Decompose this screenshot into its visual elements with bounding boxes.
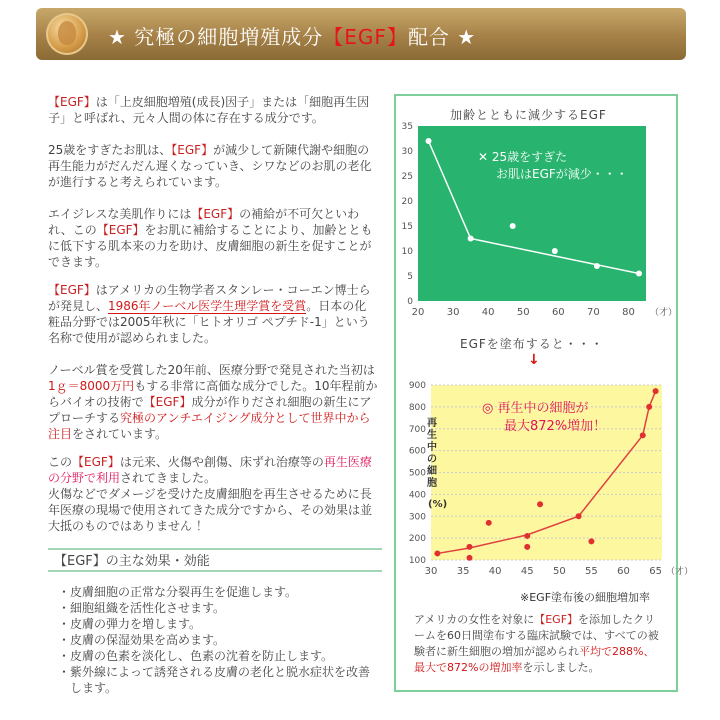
x-tick-label: 40 xyxy=(488,566,502,577)
chart2-annotation-line1: ◎ 再生中の細胞が xyxy=(482,401,589,416)
y-tick-label: 900 xyxy=(408,381,426,391)
y-tick-label: 800 xyxy=(408,402,426,413)
chart2-xlabel: ※EGF塗布後の細胞増加率 xyxy=(520,591,651,604)
x-tick-label: 20 xyxy=(411,307,425,318)
list-item: ・紫外線によって誘発される皮膚の老化と脱水症状を改善します。 xyxy=(58,665,371,695)
data-point xyxy=(646,404,652,410)
chart2-yunit: (%) xyxy=(428,499,448,510)
intro-paragraph-5: ノーベル賞を受賞した20年前、医療分野で発見された当初は1ｇ＝8000万円もする非常に高価な成分でした。10年程前からバイオの技術で【EGF】成分が作りだされ細胞の新生にアプローチする究極のアンチエイジング成分として世界中から注目をされています。 xyxy=(48,363,378,441)
chart1-title: 加齢とともに減少するEGF xyxy=(450,108,607,122)
y-tick-label: 100 xyxy=(408,556,426,566)
y-tick-label: 10 xyxy=(401,247,413,257)
x-tick-label: 60 xyxy=(551,307,565,318)
y-tick-label: 15 xyxy=(401,222,413,232)
y-tick-label: 5 xyxy=(407,272,413,282)
data-point xyxy=(486,520,492,526)
y-tick-label: 300 xyxy=(408,512,426,523)
data-point xyxy=(524,544,530,550)
data-point xyxy=(524,533,530,539)
x-tick-label: 50 xyxy=(516,307,530,318)
list-item: ・皮膚の色素を淡化し、色素の沈着を防止します。 xyxy=(58,649,334,663)
data-point xyxy=(467,544,473,550)
y-tick-label: 20 xyxy=(401,197,413,207)
x-tick-label: 30 xyxy=(424,566,438,577)
x-tick-label: 30 xyxy=(446,307,460,318)
x-tick-label: 35 xyxy=(456,566,470,577)
data-point xyxy=(576,513,582,519)
x-tick-label: 60 xyxy=(617,566,630,577)
data-point xyxy=(653,388,659,394)
data-point xyxy=(467,555,473,561)
y-tick-label: 25 xyxy=(401,172,413,182)
y-tick-label: 200 xyxy=(408,534,426,545)
data-point xyxy=(434,550,440,556)
effects-heading: 【EGF】の主な効果・効能 xyxy=(48,548,382,572)
list-item: ・皮膚の保湿効果を高めます。 xyxy=(58,633,226,647)
intro-paragraph-3: エイジレスな美肌作りには【EGF】の補給が不可欠といわれ、この【EGF】をお肌に補給することにより、加齢とともに低下する肌本来の力を助け、皮膚細胞の新生を促すことができます。 xyxy=(48,207,373,269)
x-unit-label: （才） xyxy=(666,567,694,577)
x-tick-label: 50 xyxy=(552,566,566,577)
data-point xyxy=(537,501,543,507)
y-tick-label: 500 xyxy=(408,468,426,479)
page-title: ★ 究極の細胞増殖成分【EGF】配合 ★ xyxy=(108,25,477,49)
data-point xyxy=(588,538,594,544)
x-unit-label: （才） xyxy=(650,308,678,318)
list-item: ・皮膚の弾力を増します。 xyxy=(58,617,202,631)
y-tick-label: 700 xyxy=(408,424,426,435)
x-tick-label: 55 xyxy=(585,566,598,577)
intro-paragraph-1: 【EGF】は「上皮細胞増殖(成長)因子」または「細胞再生因子」と呼ばれ、元々人間の体に存在する成分です。 xyxy=(48,95,370,125)
y-tick-label: 35 xyxy=(401,122,413,132)
list-item: ・皮膚細胞の正常な分裂再生を促進します。 xyxy=(58,585,298,599)
list-item: ・細胞組織を活性化させます。 xyxy=(58,601,226,615)
chart1-annotation-line2: お肌はEGFが減少・・・ xyxy=(496,167,628,181)
chart2-title: EGFを塗布すると・・・ xyxy=(460,337,604,351)
clinical-trial-caption: アメリカの女性を対象に【EGF】を添加したクリームを60日間塗布する臨床試験では、すべての被験者に新生細胞の増加が認められ平均で288%、最大で872%の増加率を示しました。 xyxy=(414,613,659,674)
y-tick-label: 30 xyxy=(401,147,413,157)
down-arrow-icon: ↓ xyxy=(528,352,540,368)
chart2-annotation-line2: 最大872%増加！ xyxy=(504,419,607,434)
chart1-annotation-line1: ✕ 25歳をすぎた xyxy=(478,150,568,164)
intro-paragraph-4: 【EGF】はアメリカの生物学者スタンレー・コーエン博士らが発見し、1986年ノーベル医学生理学賞を受賞。日本の化粧品分野では2005年秋に「ヒトオリゴ ペプチド-1」という名称で使用が認められました。 xyxy=(48,283,371,345)
y-tick-label: 0 xyxy=(407,297,413,307)
x-tick-label: 45 xyxy=(520,566,534,577)
chart2-ylabel: 再生中の細胞 xyxy=(427,418,437,489)
x-tick-label: 80 xyxy=(622,307,635,318)
data-point xyxy=(640,432,646,438)
y-tick-label: 400 xyxy=(408,490,426,501)
x-tick-label: 65 xyxy=(649,566,662,577)
intro-paragraph-6: この【EGF】は元来、火傷や創傷、床ずれ治療等の再生医療の分野で利用されてきました。 火傷などでダメージを受けた皮膚細胞を再生させるために長年医療の現場で使用されてきた成分ですから、その効果は並大抵のものではありません ！ xyxy=(48,455,373,533)
y-tick-label: 600 xyxy=(408,446,426,457)
x-tick-label: 40 xyxy=(481,307,495,318)
intro-paragraph-2: 25歳をすぎたお肌は、【EGF】が減少して新陳代謝や細胞の再生能力がだんだん遅くなっていき、シワなどのお肌の老化が進行すると考えられています。 xyxy=(48,143,372,189)
x-tick-label: 70 xyxy=(587,307,600,318)
